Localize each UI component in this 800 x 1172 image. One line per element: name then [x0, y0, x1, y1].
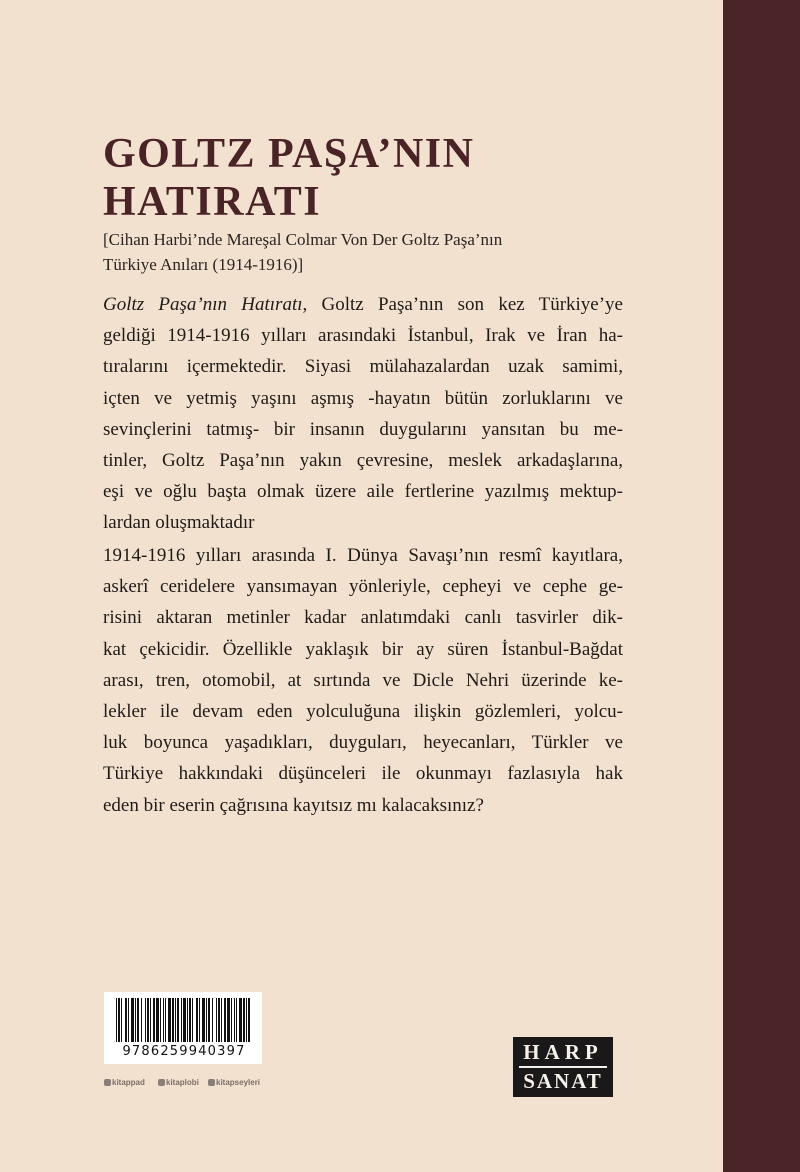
publisher-logo: [513, 1037, 613, 1097]
blurb-line: lekler ile devam eden yolculuğuna ilişkin gözlemleri, yolcu-: [103, 701, 623, 723]
blurb-line: geldiği 1914-1916 yılları arasındaki İstanbul, Irak ve İran ha-: [103, 325, 623, 347]
seller-mark-icon: [158, 1079, 165, 1086]
book-title-line: HATIRATI: [103, 179, 322, 225]
barcode-bar: [172, 998, 174, 1042]
subtitle-line: [Cihan Harbi’nde Mareşal Colmar Von Der Goltz Paşa’nın: [103, 230, 503, 249]
barcode-bars: [114, 998, 252, 1042]
seller-logo: [158, 1078, 199, 1087]
barcode-bar: [224, 998, 226, 1042]
barcode-bar: [160, 998, 161, 1042]
publisher-logo-line1: HARP: [523, 1040, 603, 1064]
blurb-paragraph-1: [103, 289, 623, 539]
barcode-bar: [163, 998, 164, 1042]
blurb-line: tinler, Goltz Paşa’nın yakın çevresine, meslek arkadaşlarına,: [103, 450, 623, 472]
barcode-bar: [177, 998, 179, 1042]
blurb-paragraph-2: [103, 540, 623, 821]
seller-mark-icon: [208, 1079, 215, 1086]
blurb-line: eşi ve oğlu başta olmak üzere aile fertlerine yazılmış mektup-: [103, 481, 623, 503]
seller-logo: [104, 1078, 145, 1087]
blurb-line: sevinçlerini tatmış- bir insanın duygularını yansıtan bu me-: [103, 418, 623, 440]
barcode-bar: [183, 998, 186, 1042]
isbn-barcode: [104, 992, 262, 1064]
barcode-bar: [156, 998, 159, 1042]
barcode-bar: [165, 998, 166, 1042]
barcode-bar: [239, 998, 242, 1042]
seller-name: kitappad: [112, 1078, 145, 1087]
barcode-bar: [216, 998, 217, 1042]
barcode-bar: [187, 998, 188, 1042]
publisher-logo-rule: [519, 1066, 607, 1068]
barcode-bar: [192, 998, 193, 1042]
barcode-bar: [221, 998, 222, 1042]
barcode-bar: [125, 998, 127, 1042]
blurb-line: 1914-1916 yılları arasında I. Dünya Savaşı’nın resmî kayıtlara,: [103, 545, 623, 566]
seller-logo: [208, 1078, 260, 1087]
barcode-bar: [153, 998, 155, 1042]
barcode-bar: [128, 998, 129, 1042]
barcode-bar: [243, 998, 245, 1042]
barcode-bar: [234, 998, 235, 1042]
barcode-bar: [231, 998, 232, 1042]
book-title: [103, 130, 474, 226]
book-title-line: GOLTZ PAŞA’NIN: [103, 131, 475, 177]
barcode-bar: [131, 998, 134, 1042]
blurb-line: içten ve yetmiş yaşını aşmış -hayatın bütün zorluklarını ve: [103, 387, 623, 409]
barcode-bar: [116, 998, 117, 1042]
blurb-line: askerî ceridelere yansımayan yönleriyle, cepheyi ve cephe ge-: [103, 576, 623, 598]
seller-mark-icon: [104, 1079, 111, 1086]
blurb-line: tıralarını içermektedir. Siyasi mülahazalardan uzak samimi,: [103, 356, 623, 378]
seller-logos: [104, 1078, 274, 1092]
barcode-bar: [227, 998, 230, 1042]
barcode-bar: [141, 998, 142, 1042]
isbn-number: 9786259940397: [122, 1044, 246, 1059]
barcode-bar: [147, 998, 149, 1042]
blurb-line: lardan oluşmaktadır: [103, 512, 255, 534]
barcode-bar: [145, 998, 146, 1042]
barcode-bar: [150, 998, 151, 1042]
blurb-line-rest: , Goltz Paşa’nın son kez Türkiye’ye: [302, 294, 623, 315]
book-subtitle: [103, 227, 623, 277]
barcode-bar: [196, 998, 198, 1042]
barcode-bar: [135, 998, 136, 1042]
barcode-bar: [175, 998, 176, 1042]
blurb-line: arası, tren, otomobil, at sırtında ve Dicle Nehri üzerinde ke-: [103, 669, 623, 691]
seller-name: kitapseyleri: [216, 1078, 261, 1087]
barcode-bar: [202, 998, 205, 1042]
blurb-line: kat çekicidir. Özellikle yaklaşık bir ay süren İstanbul-Bağdat: [103, 638, 623, 660]
barcode-bar: [168, 998, 171, 1042]
book-title-italic: Goltz Paşa’nın Hatıratı: [103, 294, 303, 315]
barcode-bar: [208, 998, 210, 1042]
blurb-line: eden bir eserin çağrısına kayıtsız mı kalacaksınız?: [103, 794, 484, 816]
barcode-bar: [218, 998, 220, 1042]
barcode-bar: [181, 998, 182, 1042]
blurb-line: luk boyunca yaşadıkları, duyguları, heyecanları, Türkler ve: [103, 732, 623, 754]
seller-name: kitaplobi: [166, 1078, 199, 1087]
barcode-bar: [246, 998, 247, 1042]
barcode-bar: [248, 998, 250, 1042]
barcode-bar: [212, 998, 213, 1042]
barcode-bar: [199, 998, 200, 1042]
book-spine: [723, 0, 800, 1172]
barcode-bar: [118, 998, 120, 1042]
barcode-bar: [121, 998, 122, 1042]
blurb-line: [103, 289, 623, 320]
barcode-bar: [206, 998, 207, 1042]
blurb-line: Türkiye hakkındaki düşünceleri ile okunmayı fazlasıyla hak: [103, 763, 623, 785]
barcode-bar: [236, 998, 237, 1042]
subtitle-line: Türkiye Anıları (1914-1916)]: [103, 255, 304, 274]
blurb-line: risini aktaran metinler kadar anlatımdaki canlı tasvirler dik-: [103, 607, 623, 629]
publisher-logo-line2: SANAT: [523, 1069, 603, 1093]
barcode-bar: [189, 998, 191, 1042]
barcode-bar: [137, 998, 139, 1042]
